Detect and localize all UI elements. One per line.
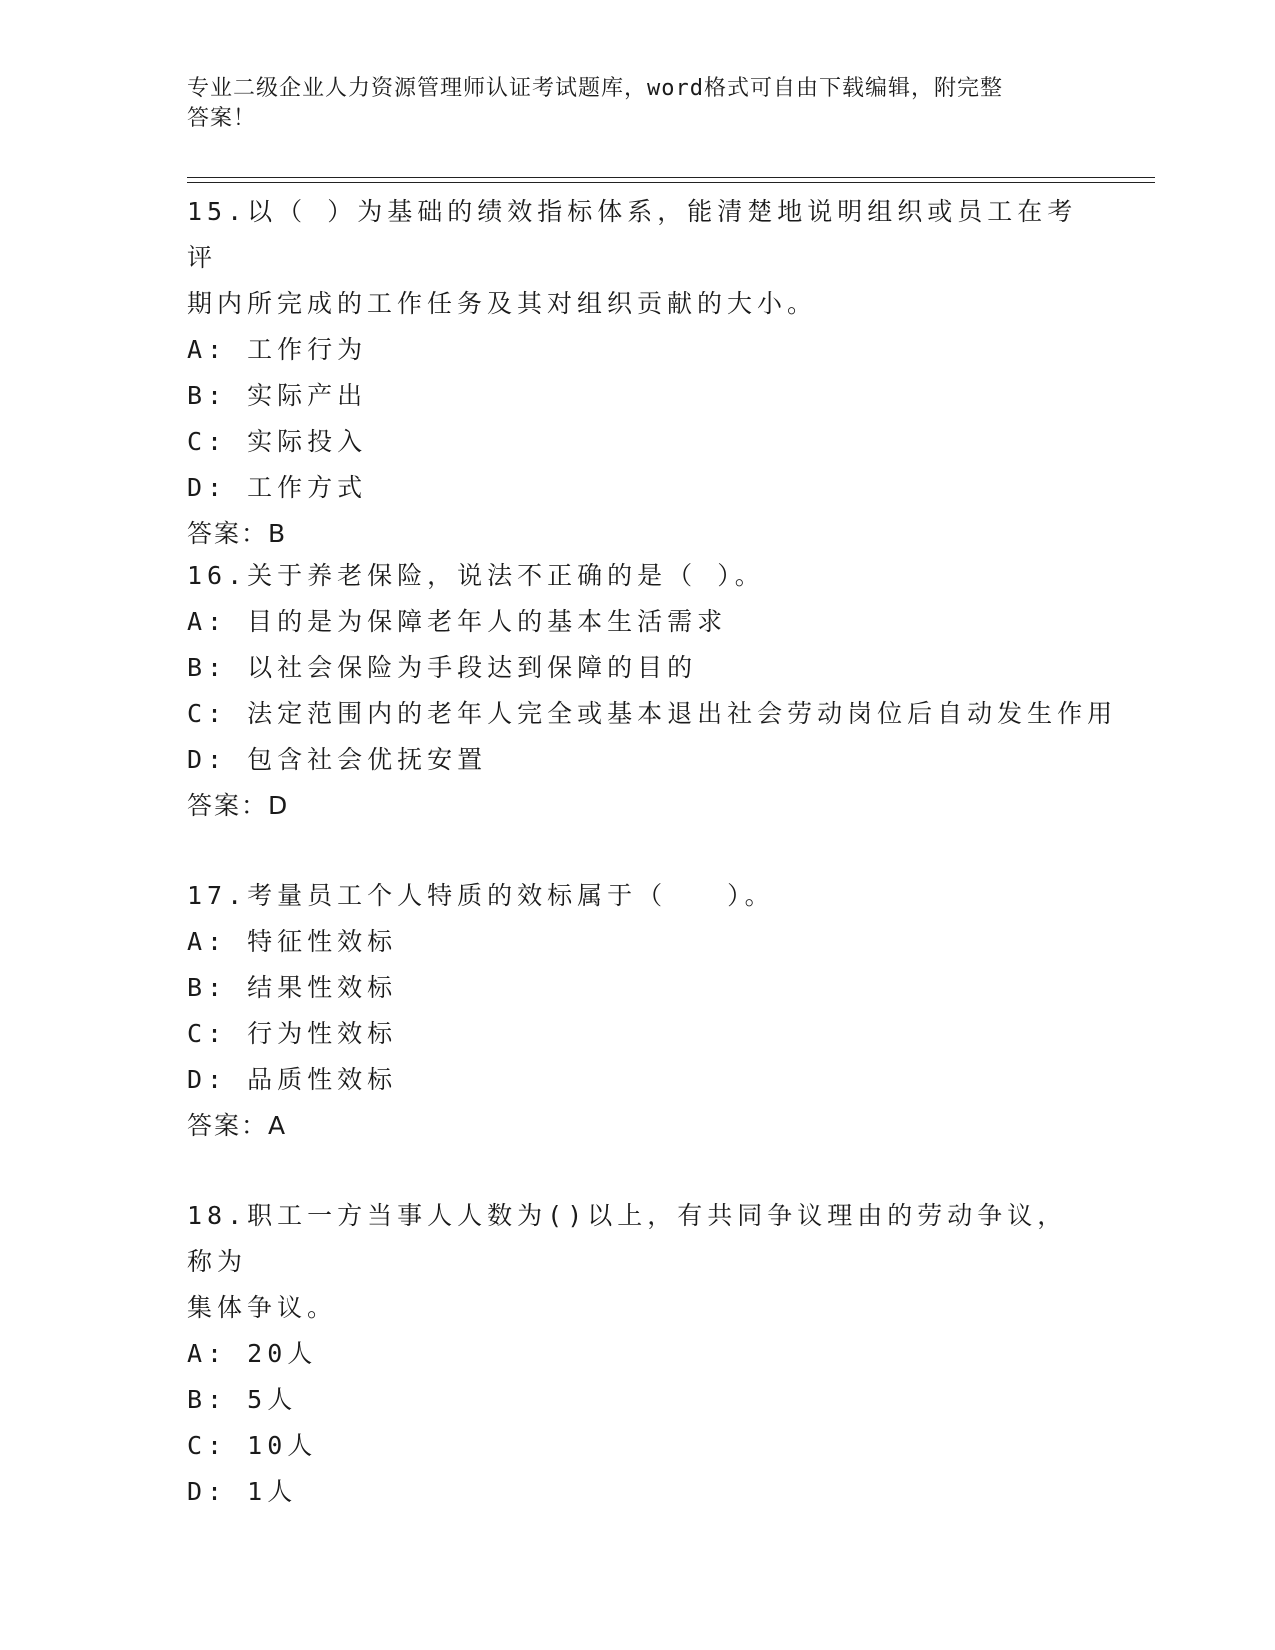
option-a: A: 20人 bbox=[187, 1339, 318, 1368]
question-16 bbox=[187, 553, 1118, 829]
option-d: D: 工作方式 bbox=[187, 473, 368, 502]
option-d: D: 品质性效标 bbox=[187, 1065, 398, 1094]
answer-line: 答案：A bbox=[187, 1111, 288, 1140]
option-c: C: 实际投入 bbox=[187, 427, 368, 456]
option-c: C: 10人 bbox=[187, 1431, 318, 1460]
option-a: A: 工作行为 bbox=[187, 335, 368, 364]
question-stem-line-1: 15.以（ ）为基础的绩效指标体系，能清楚地说明组织或员工在考评 bbox=[187, 197, 1078, 272]
question-stem-line-2: 期内所完成的工作任务及其对组织贡献的大小。 bbox=[187, 289, 818, 318]
option-b: B: 5人 bbox=[187, 1385, 298, 1414]
question-stem-line-1: 18.职工一方当事人人数为()以上，有共同争议理由的劳动争议，称为 bbox=[187, 1201, 1068, 1276]
answer-line: 答案：D bbox=[187, 791, 290, 820]
question-stem-line-1: 17.考量员工个人特质的效标属于（ ）。 bbox=[187, 881, 775, 910]
header-divider-bottom bbox=[187, 182, 1155, 183]
option-c: C: 法定范围内的老年人完全或基本退出社会劳动岗位后自动发生作用 bbox=[187, 699, 1118, 728]
option-a: A: 特征性效标 bbox=[187, 927, 398, 956]
answer-line: 答案：B bbox=[187, 519, 288, 548]
question-15 bbox=[187, 189, 1087, 557]
question-17 bbox=[187, 873, 1087, 1149]
option-b: B: 以社会保险为手段达到保障的目的 bbox=[187, 653, 698, 682]
option-c: C: 行为性效标 bbox=[187, 1019, 398, 1048]
header-line-1: 专业二级企业人力资源管理师认证考试题库，word格式可自由下载编辑，附完整 bbox=[187, 76, 1003, 101]
option-a: A: 目的是为保障老年人的基本生活需求 bbox=[187, 607, 728, 636]
option-b: B: 结果性效标 bbox=[187, 973, 398, 1002]
header-line-2: 答案！ bbox=[187, 106, 257, 131]
question-18 bbox=[187, 1193, 1087, 1515]
question-stem-line-1: 16.关于养老保险，说法不正确的是（ ）。 bbox=[187, 561, 765, 590]
option-d: D: 包含社会优抚安置 bbox=[187, 745, 488, 774]
option-b: B: 实际产出 bbox=[187, 381, 368, 410]
document-header bbox=[187, 74, 1067, 134]
question-stem-line-2: 集体争议。 bbox=[187, 1293, 338, 1322]
header-divider-top bbox=[187, 177, 1155, 178]
option-d: D: 1人 bbox=[187, 1477, 298, 1506]
